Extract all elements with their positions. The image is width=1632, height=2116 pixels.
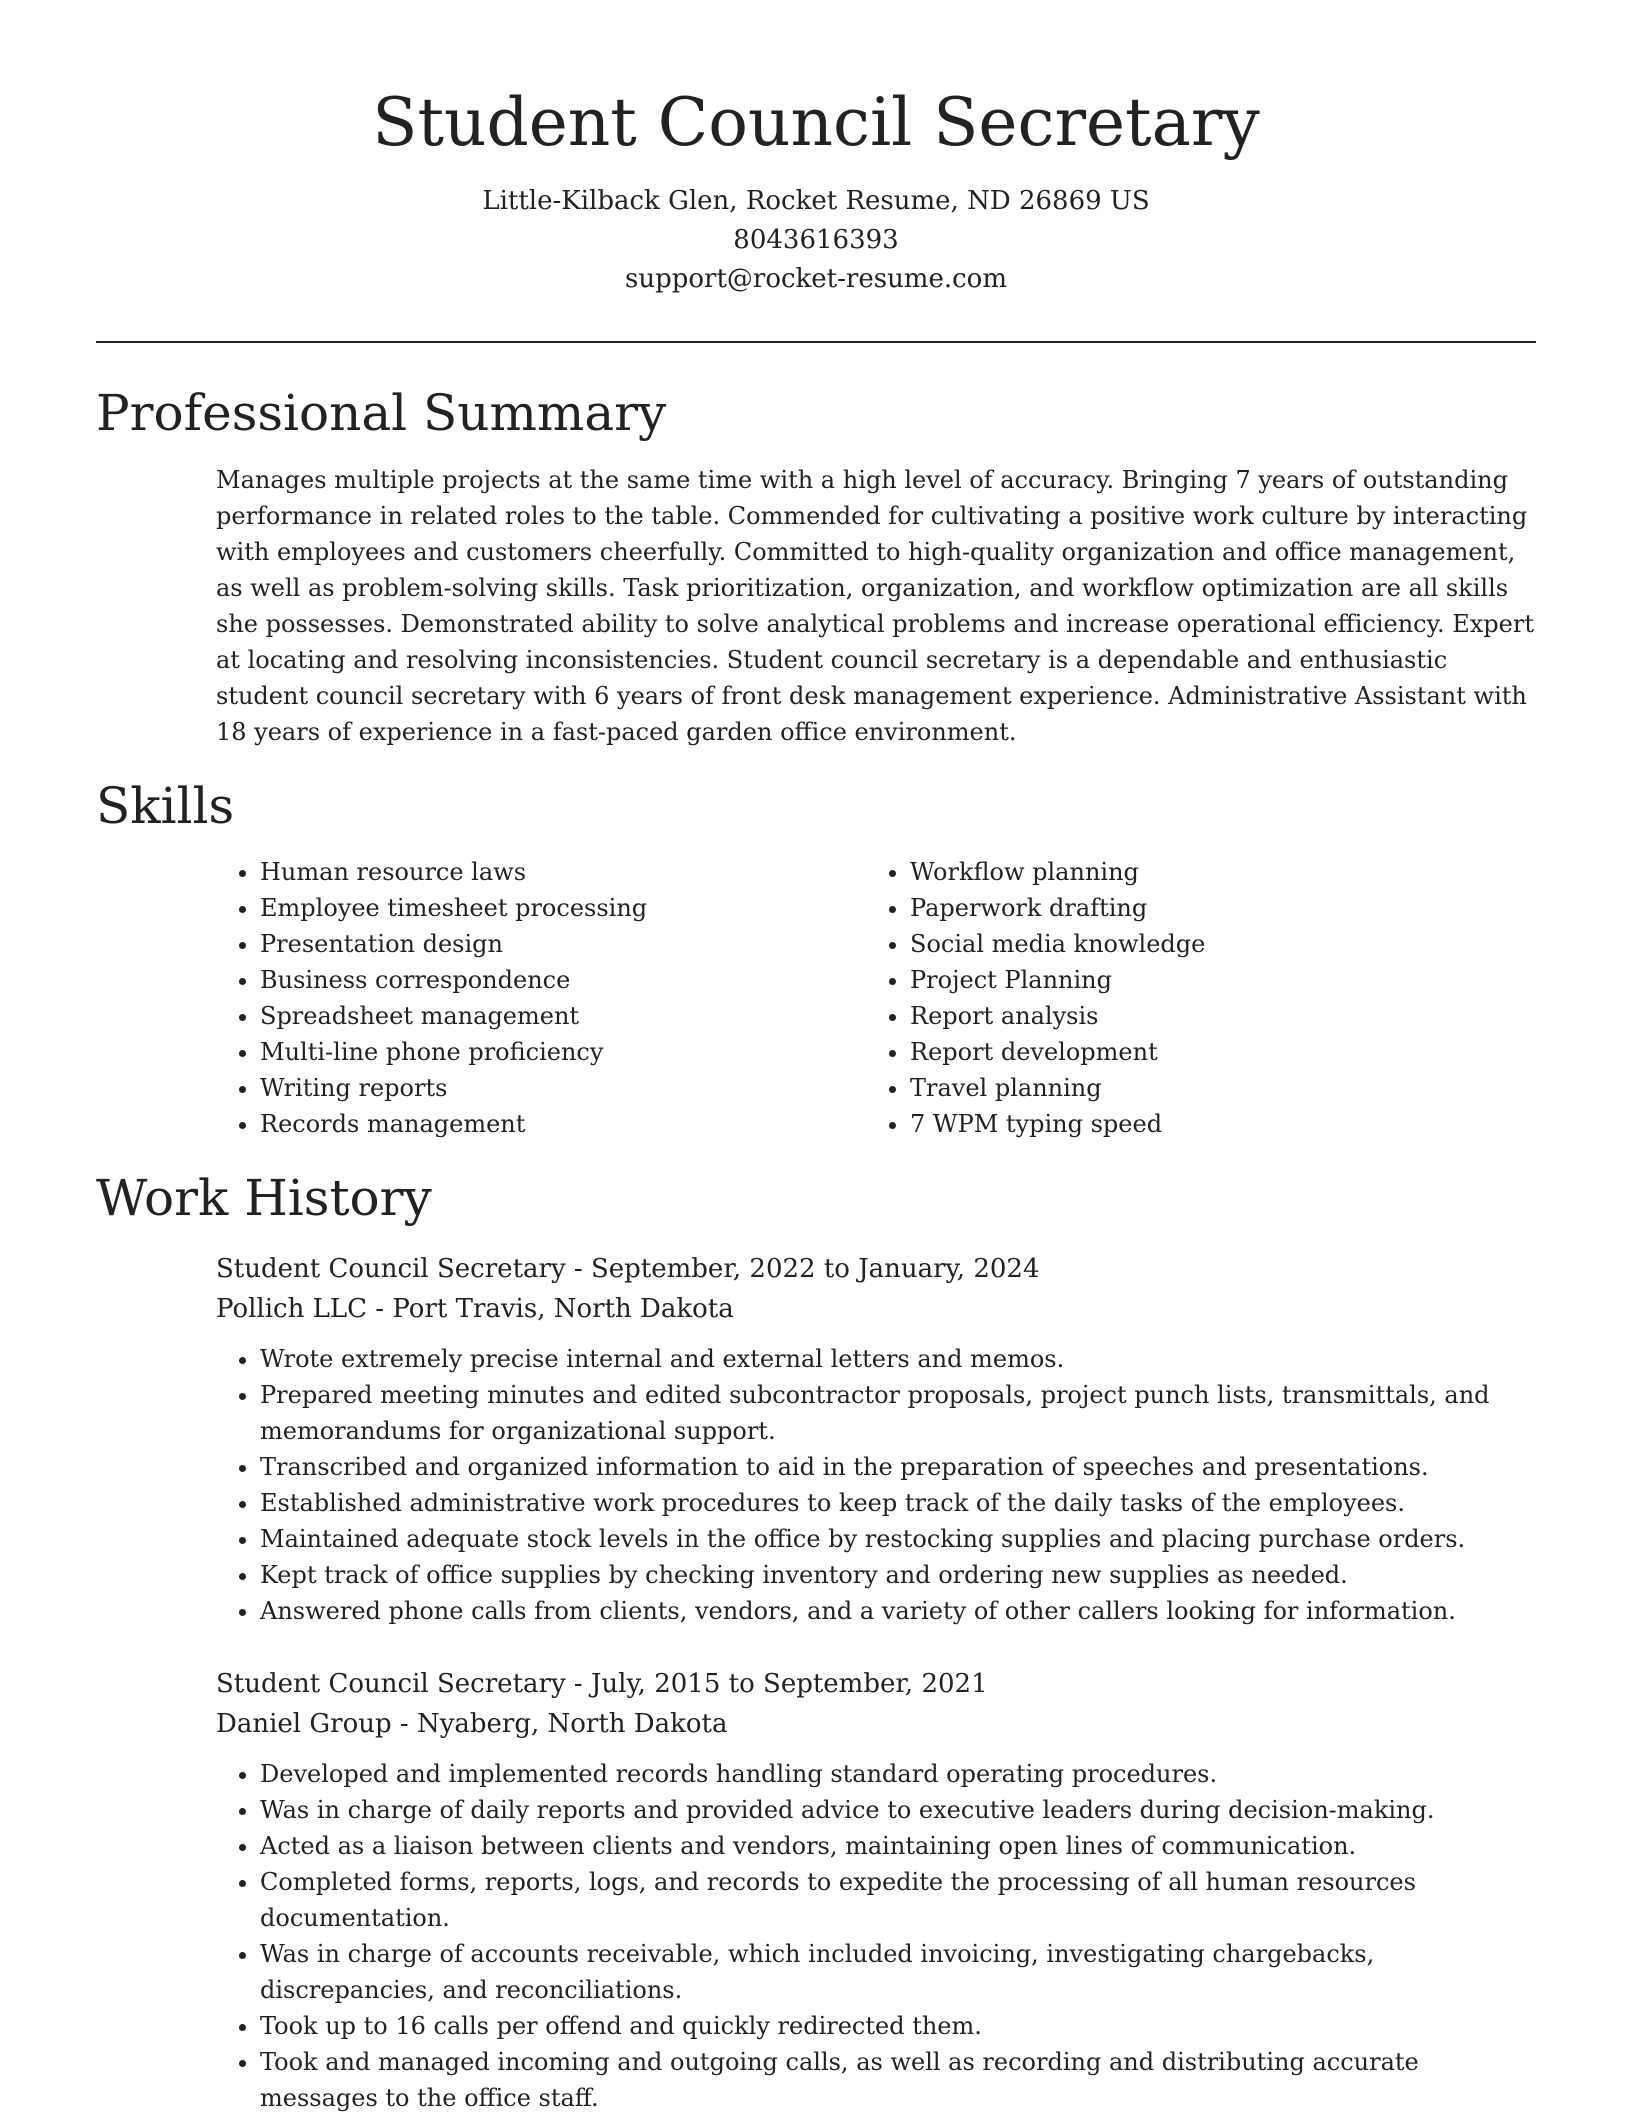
skill-item: • Writing reports — [260, 1070, 866, 1106]
skills-heading: Skills — [96, 777, 235, 835]
duty-item: • Took up to 16 calls per offend and quickly redirected them. — [260, 2008, 1538, 2044]
job-dates: - September, 2022 to January, 2024 — [565, 1254, 1040, 1284]
resume-header — [96, 78, 1536, 299]
contact-info — [96, 182, 1536, 299]
duty-item: • Prepared meeting minutes and edited subcontractor proposals, project punch lists, transmittals, and memorandums for organizational support. — [260, 1377, 1538, 1449]
job-entry — [216, 1664, 1538, 2116]
header-divider — [96, 341, 1536, 343]
skill-item: • Report analysis — [910, 998, 1516, 1034]
skill-item: • Employee timesheet processing — [260, 890, 866, 926]
duties-list — [216, 1756, 1538, 2116]
duty-item: • Took and managed incoming and outgoing calls, as well as recording and distributing accurate messages to the office staff. — [260, 2044, 1538, 2116]
skill-item: • Records management — [260, 1106, 866, 1142]
skill-item: • 7 WPM typing speed — [910, 1106, 1516, 1142]
job-title: Student Council Secretary — [216, 1669, 566, 1699]
skill-item: • Human resource laws — [260, 854, 866, 890]
duty-item: • Wrote extremely precise internal and external letters and memos. — [260, 1341, 1538, 1377]
duties-list — [216, 1341, 1538, 1629]
company-name: Daniel Group — [216, 1709, 392, 1739]
skills-column-left — [216, 854, 866, 1142]
duty-item: • Acted as a liaison between clients and vendors, maintaining open lines of communication. — [260, 1828, 1538, 1864]
job-title-line — [216, 1664, 1538, 1704]
phone-text: 8043616393 — [733, 225, 899, 255]
skill-item: • Multi-line phone proficiency — [260, 1034, 866, 1070]
skill-item: • Spreadsheet management — [260, 998, 866, 1034]
work-history-heading: Work History — [96, 1169, 432, 1227]
email-text: support@rocket-resume.com — [624, 264, 1007, 294]
duty-item: • Developed and implemented records handling standard operating procedures. — [260, 1756, 1538, 1792]
duty-item: • Transcribed and organized information to aid in the preparation of speeches and presentations. — [260, 1449, 1538, 1485]
job-company-line — [216, 1704, 1538, 1744]
skill-item: • Report development — [910, 1034, 1516, 1070]
job-dates: - July, 2015 to September, 2021 — [565, 1669, 988, 1699]
job-title-line — [216, 1249, 1538, 1289]
duty-item: • Established administrative work procedures to keep track of the daily tasks of the employees. — [260, 1485, 1538, 1521]
company-name: Pollich LLC — [216, 1294, 368, 1324]
job-entry — [216, 1249, 1538, 1629]
address-text: Little-Kilback Glen, Rocket Resume, ND 26869 US — [482, 186, 1150, 216]
skill-item: • Business correspondence — [260, 962, 866, 998]
skills-list — [216, 854, 1538, 1142]
candidate-name: Student Council Secretary — [372, 84, 1260, 161]
company-location: - Nyaberg, North Dakota — [391, 1709, 728, 1739]
skill-item: • Social media knowledge — [910, 926, 1516, 962]
duty-item: • Answered phone calls from clients, vendors, and a variety of other callers looking for information. — [260, 1593, 1538, 1629]
job-company-line — [216, 1289, 1538, 1329]
skill-item: • Paperwork drafting — [910, 890, 1516, 926]
duty-item: • Kept track of office supplies by checking inventory and ordering new supplies as needed. — [260, 1557, 1538, 1593]
company-location: - Port Travis, North Dakota — [367, 1294, 734, 1324]
skills-column-right — [866, 854, 1516, 1142]
skill-item: • Workflow planning — [910, 854, 1516, 890]
duty-item: • Maintained adequate stock levels in the office by restocking supplies and placing purchase orders. — [260, 1521, 1538, 1557]
duty-item: • Was in charge of daily reports and provided advice to executive leaders during decision-making. — [260, 1792, 1538, 1828]
duty-item: • Was in charge of accounts receivable, which included invoicing, investigating chargebacks, discrepancies, and reconciliations. — [260, 1936, 1538, 2008]
skill-item: • Travel planning — [910, 1070, 1516, 1106]
summary-text: Manages multiple projects at the same time with a high level of accuracy. Bringing 7 years of outstanding performance in related roles to the table. Commended for cultivating a positive work culture by interacting with employees and customers cheerfully. Committed to high-quality organization and office management, as well as problem-solving skills. Task prioritization, organization, and workflow optimization are all skills she possesses. Demonstrated ability to solve analytical problems and increase operational efficiency. Expert at locating and resolving inconsistencies. Student council secretary is a dependable and enthusiastic student council secretary with 6 years of front desk management experience. Administrative Assistant with 18 years of experience in a fast-paced garden office environment. — [216, 466, 1534, 746]
skill-item: • Project Planning — [910, 962, 1516, 998]
duty-item: • Completed forms, reports, logs, and records to expedite the processing of all human resources documentation. — [260, 1864, 1538, 1936]
summary-heading: Professional Summary — [96, 384, 667, 442]
skill-item: • Presentation design — [260, 926, 866, 962]
job-title: Student Council Secretary — [216, 1254, 566, 1284]
